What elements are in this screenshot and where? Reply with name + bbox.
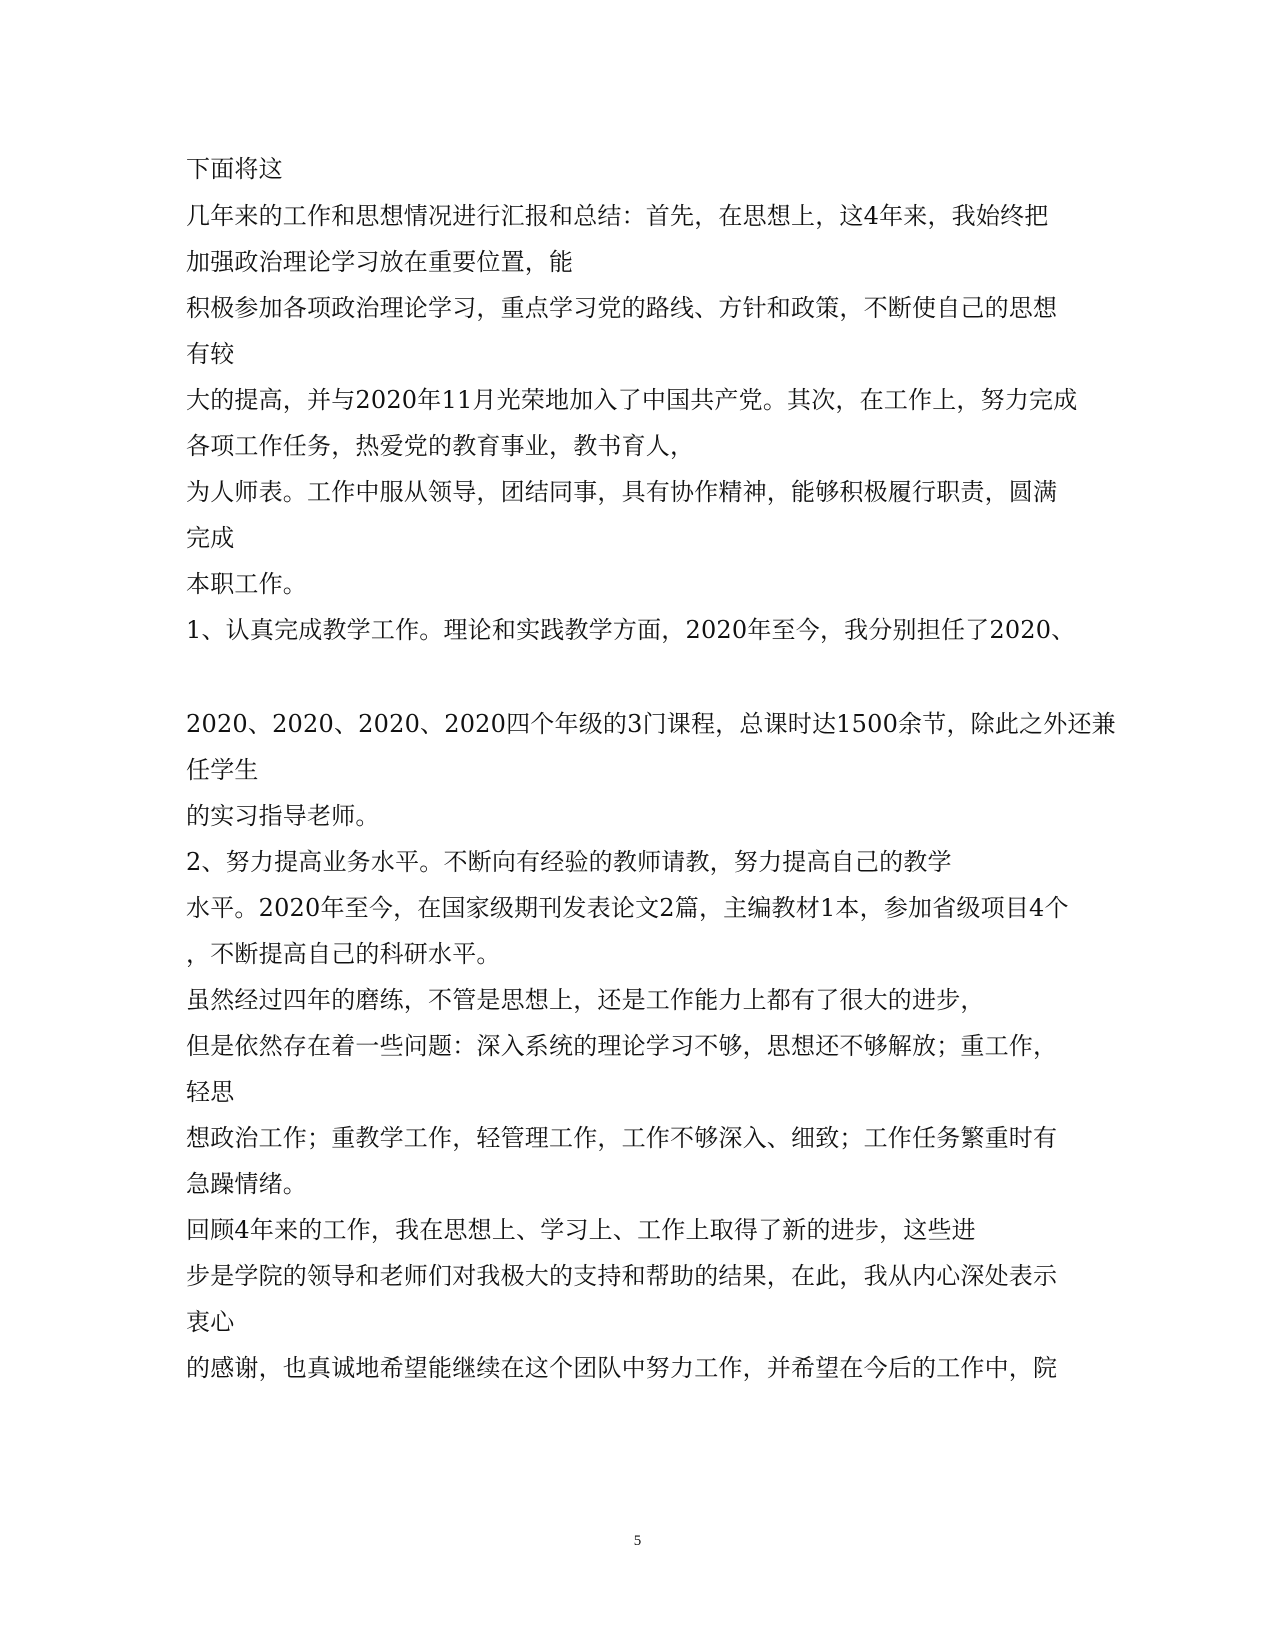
text-line: 有较 <box>186 340 235 368</box>
text-line: 衷心 <box>186 1308 235 1336</box>
text-line: 大的提高，并与2020年11月光荣地加入了中国共产党。其次，在工作上，努力完成 <box>186 386 1078 414</box>
text-line: 1、认真完成教学工作。理论和实践教学方面，2020年至今，我分别担任了2020、 <box>186 616 1076 644</box>
text-line: 任学生 <box>186 756 259 784</box>
text-line: 积极参加各项政治理论学习，重点学习党的路线、方针和政策，不断使自己的思想 <box>186 294 1058 322</box>
text-line: 2020、2020、2020、2020四个年级的3门课程，总课时达1500余节，除此之外还兼 <box>186 710 1116 738</box>
text-line: 下面将这 <box>186 155 283 183</box>
text-line: 完成 <box>186 524 235 552</box>
text-line: 轻思 <box>186 1078 235 1106</box>
text-line: 想政治工作；重教学工作，轻管理工作，工作不够深入、细致；工作任务繁重时有 <box>186 1124 1058 1152</box>
text-line: 但是依然存在着一些问题：深入系统的理论学习不够，思想还不够解放；重工作， <box>186 1032 1058 1060</box>
text-line: 的感谢，也真诚地希望能继续在这个团队中努力工作，并希望在今后的工作中，院 <box>186 1354 1058 1382</box>
text-line: 2、努力提高业务水平。不断向有经验的教师请教，努力提高自己的教学 <box>186 848 952 876</box>
text-line: 虽然经过四年的磨练，不管是思想上，还是工作能力上都有了很大的进步， <box>186 986 985 1014</box>
text-line: 回顾4年来的工作，我在思想上、学习上、工作上取得了新的进步，这些进 <box>186 1216 976 1244</box>
text-line: 的实习指导老师。 <box>186 802 380 830</box>
text-line: ，不断提高自己的科研水平。 <box>186 940 501 968</box>
text-line: 加强政治理论学习放在重要位置，能 <box>186 248 574 276</box>
text-line: 几年来的工作和思想情况进行汇报和总结：首先，在思想上，这4年来，我始终把 <box>186 202 1049 230</box>
text-line: 各项工作任务，热爱党的教育事业，教书育人， <box>186 432 695 460</box>
page-number: 5 <box>633 1533 642 1549</box>
text-line: 本职工作。 <box>186 570 307 598</box>
text-line: 步是学院的领导和老师们对我极大的支持和帮助的结果，在此，我从内心深处表示 <box>186 1262 1058 1290</box>
text-line: 水平。2020年至今，在国家级期刊发表论文2篇，主编教材1本，参加省级项目4个 <box>186 894 1069 922</box>
text-line: 急躁情绪。 <box>186 1170 307 1198</box>
text-line: 为人师表。工作中服从领导，团结同事，具有协作精神，能够积极履行职责，圆满 <box>186 478 1058 506</box>
